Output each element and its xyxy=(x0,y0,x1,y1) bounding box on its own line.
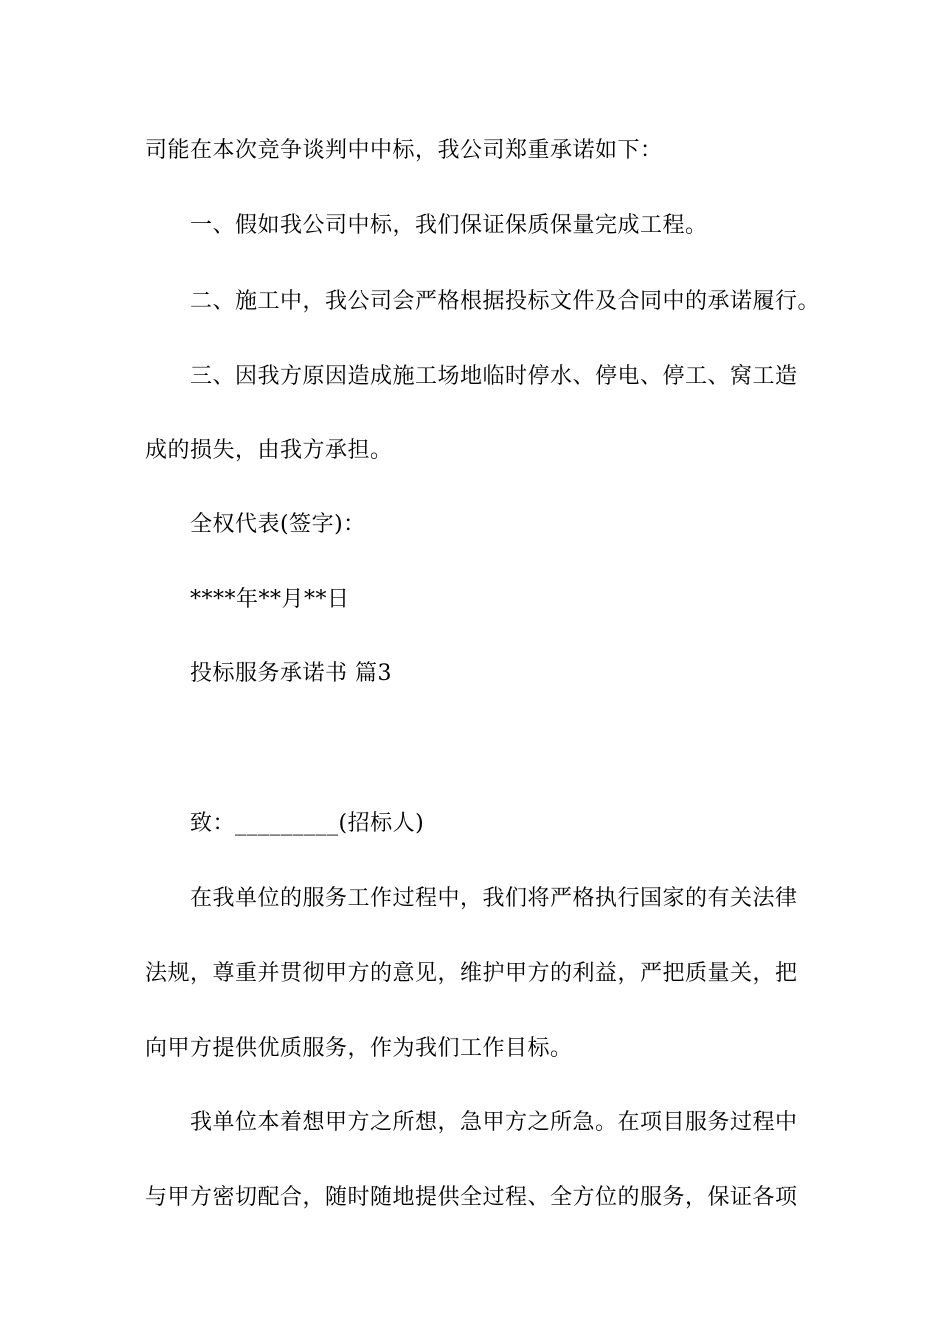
paragraph-line: 法规，尊重并贯彻甲方的意见，维护甲方的利益，严把质量关，把 xyxy=(145,961,798,986)
paragraph-line: 三、因我方原因造成施工场地临时停水、停电、停工、窝工造 xyxy=(190,364,798,389)
paragraph-line: 二、施工中，我公司会严格根据投标文件及合同中的承诺履行。 xyxy=(190,289,821,314)
paragraph-line: 在我单位的服务工作过程中，我们将严格执行国家的有关法律 xyxy=(190,886,798,911)
paragraph-line: 一、假如我公司中标，我们保证保质保量完成工程。 xyxy=(190,213,708,238)
date-line: ****年**月**日 xyxy=(190,587,350,612)
paragraph-line: 与甲方密切配合，随时随地提供全过程、全方位的服务，保证各项 xyxy=(145,1185,798,1210)
paragraph-line: 司能在本次竞争谈判中中标，我公司郑重承诺如下： xyxy=(145,138,663,163)
addressee-line: 致：_________(招标人) xyxy=(190,811,425,836)
section-heading: 投标服务承诺书 篇3 xyxy=(190,661,392,686)
signature-label: 全权代表(签字)： xyxy=(190,512,366,537)
paragraph-line: 我单位本着想甲方之所想，急甲方之所急。在项目服务过程中 xyxy=(190,1110,798,1135)
paragraph-line: 成的损失，由我方承担。 xyxy=(145,438,393,463)
paragraph-line: 向甲方提供优质服务，作为我们工作目标。 xyxy=(145,1036,573,1061)
